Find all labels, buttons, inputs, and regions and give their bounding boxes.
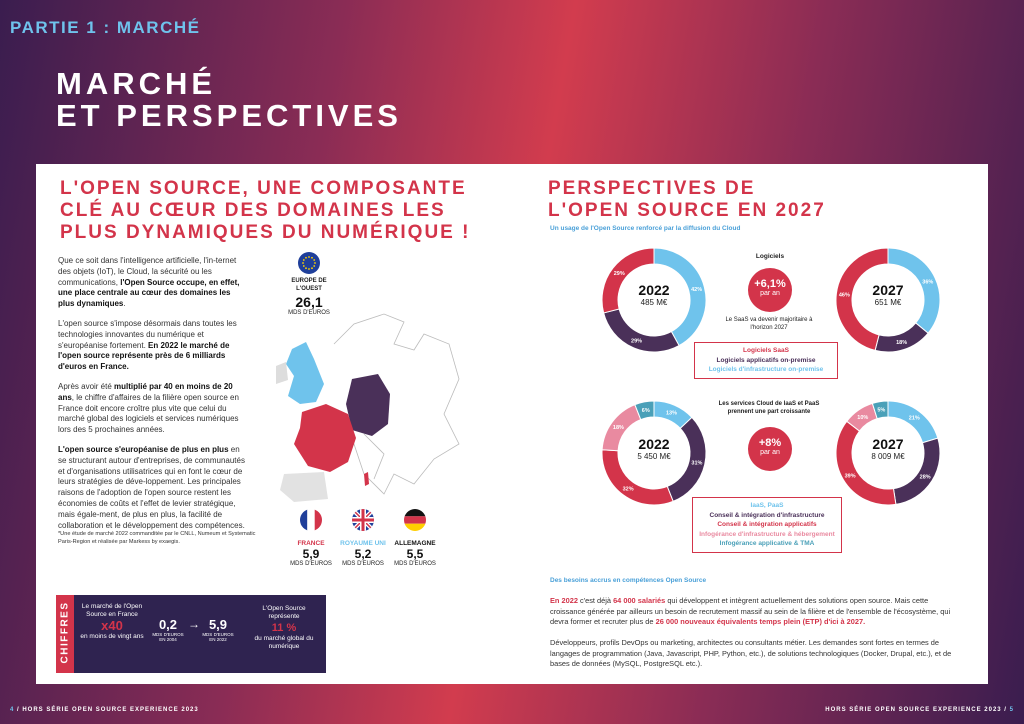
country-name: ALLEMAGNE	[394, 540, 436, 547]
map-uk	[286, 342, 324, 404]
text: , le chiffre d'affaires de la filière open source en France doit encore croître plus vite que celui du marché global des logiciels et services numériques lors des 5 prochaines années.	[58, 392, 239, 435]
legend-item: Conseil & intégration d'infrastructure	[709, 511, 825, 519]
map-france	[294, 404, 356, 472]
uk-flag-icon	[352, 509, 374, 531]
key-figures-box	[56, 595, 326, 673]
europe-label: EUROPE DE L'OUEST	[291, 278, 327, 292]
skills-paragraph-2: Développeurs, profils DevOps ou marketing, architectes ou consultants métier. Les demandes sont fortes en termes de langages de programmation (Java, Javascript, PHP, Python, etc.), de solutions technologiques (Docker, Drupal, etc.), et de bases de données (MySQL, PostgreSQL etc.).	[550, 638, 952, 668]
text: qui développent et intègrent actuellement des solutions open source. Mais cette croissance générée par ailleurs un besoin de recrutement massif au sein de la filière et de l'ensemble de l'écosystème, qui devra former et recruter plus de	[550, 596, 951, 626]
text: L'Open Source représente	[262, 605, 306, 620]
legend-item: Logiciels SaaS	[743, 347, 789, 354]
left-section-title	[60, 178, 470, 244]
growth-sub: par an	[760, 290, 780, 297]
donut-slice	[836, 421, 896, 505]
footer-left	[10, 707, 199, 713]
text-bold: En 2022 le marché de l'open source représente près de 6 milliards d'euros en France.	[58, 340, 230, 372]
donut-slice-label: 31%	[691, 460, 703, 467]
country-france	[286, 540, 336, 567]
text: du marché global du numérique	[254, 635, 314, 650]
donut-slice	[875, 323, 928, 352]
text: L'open source s'impose désormais dans toutes les technologies innovantes du numérique et s'européanise fortement.	[58, 318, 237, 350]
donut-slice-label: 29%	[613, 271, 625, 278]
year: 2027	[872, 436, 904, 452]
donut1-left-center	[618, 282, 690, 307]
page-title-line1: MARCHÉ	[56, 66, 217, 101]
france-flag-icon	[300, 509, 322, 531]
figure-2004	[146, 617, 190, 642]
year: EN 2004	[159, 637, 177, 642]
amount: 485 M€	[640, 298, 668, 307]
eu-flag-icon	[298, 252, 320, 274]
donut-slice-label: 13%	[665, 410, 677, 417]
donut-slice-label: 5%	[877, 407, 886, 414]
text: Après avoir été	[58, 381, 115, 391]
key-figures-tab-label: CHIFFRES	[59, 601, 71, 664]
donut2-left-center	[618, 436, 690, 461]
donut1-right-center	[852, 282, 924, 307]
country-value: 5,9	[302, 547, 320, 561]
country-unit: MDS D'EUROS	[342, 561, 384, 567]
text: .	[123, 299, 126, 309]
donut2-right-center	[852, 436, 924, 461]
year: 2027	[872, 282, 904, 298]
country-value: 5,5	[406, 547, 424, 561]
growth-bubble-1	[748, 268, 792, 312]
left-title-line2: CLÉ AU CŒUR DES DOMAINES LES	[60, 200, 446, 221]
legend-services	[692, 497, 842, 553]
text-bold: multiplié par 40 en moins de 20 ans	[58, 381, 233, 402]
donut-slice-label: 10%	[857, 414, 869, 421]
value: 5,9	[208, 617, 228, 632]
legend-item: IaaS, PaaS	[750, 502, 784, 509]
footnote: *Une étude de marché 2022 commanditée par le CNLL, Numeum et Systematic Paris-Region et réalisée par Markess by exaegis.	[58, 531, 256, 545]
country-name: ROYAUME UNI	[340, 540, 386, 547]
page-number: 5	[1009, 707, 1014, 713]
donut-slice-label: 18%	[896, 339, 908, 346]
section-label: PARTIE 1 : MARCHÉ	[10, 18, 201, 37]
legend-item: Infogérance d'infrastructure & hébergement	[699, 530, 835, 538]
country-unit: MDS D'EUROS	[290, 561, 332, 567]
right-section-title	[548, 178, 826, 222]
chart1-label: Logiciels	[755, 253, 785, 260]
text: c'est déjà	[577, 596, 614, 605]
subtitle-skills: Des besoins accrus en compétences Open Source	[550, 577, 707, 584]
footer-text: HORS SÉRIE OPEN SOURCE EXPERIENCE 2023 /	[825, 707, 1010, 713]
germany-flag-icon	[404, 509, 426, 531]
donut-slice-label: 46%	[838, 292, 850, 299]
donut-slice-label: 18%	[612, 425, 624, 432]
donut-slice-label: 6%	[641, 407, 650, 414]
donut-slice-label: 29%	[631, 338, 643, 345]
text: Le marché de l'Open Source en France	[81, 603, 143, 618]
donut-slice-label: 32%	[622, 486, 634, 493]
country-name: FRANCE	[297, 540, 325, 547]
text: Que ce soit dans l'intelligence artificielle, l'in-ternet des objets (IoT), le Cloud, la sécurité ou les communications,	[58, 256, 237, 287]
figure-x40	[80, 603, 144, 641]
figure-11pct	[248, 605, 320, 651]
chart2-label: Les services Cloud de IaaS et PaaS prennent une part croissante	[718, 401, 820, 415]
text-highlight: x40	[101, 618, 123, 633]
legend-item: Conseil & intégration applicatifs	[717, 521, 817, 528]
donut-slice-label: 21%	[908, 415, 920, 422]
growth-bubble-2	[748, 427, 792, 471]
figure-2022	[196, 617, 240, 642]
text-bold: 26 000 nouveaux équivalents temps plein (ETP) d'ici à 2027.	[655, 617, 866, 626]
text: en moins de vingt ans	[80, 633, 144, 640]
paragraph-2	[58, 319, 248, 373]
legend-item: Logiciels d'infrastructure on-premise	[708, 366, 824, 373]
growth-sub: par an	[760, 449, 780, 456]
year: 2022	[638, 282, 670, 298]
skills-paragraph-1	[550, 596, 960, 628]
legend-item: Logiciels applicatifs on-premise	[716, 356, 816, 364]
amount: 5 450 M€	[637, 452, 671, 461]
map-ireland	[276, 362, 288, 384]
growth-value: +8%	[758, 437, 782, 449]
legend-software	[694, 342, 838, 379]
unit: MDS D'EUROS	[152, 632, 184, 637]
right-title-line2: L'OPEN SOURCE EN 2027	[548, 200, 826, 221]
chart1-note: Le SaaS va devenir majoritaire à l'horizon 2027	[725, 317, 813, 331]
page-number: 4	[10, 707, 15, 713]
left-title-line3: PLUS DYNAMIQUES DU NUMÉRIQUE !	[60, 222, 471, 243]
donut-slice-label: 42%	[691, 287, 703, 294]
paragraph-3	[58, 382, 248, 436]
donut-slice-label: 28%	[919, 474, 931, 481]
text-bold: En 2022	[550, 596, 578, 605]
key-figures-tab	[56, 595, 74, 673]
text-bold: L'open source s'européanise de plus en plus	[58, 444, 229, 454]
europe-unit: MDS D'EUROS	[288, 310, 330, 316]
arrow-right-icon: →	[188, 617, 200, 631]
donut-slice-label: 39%	[844, 473, 856, 480]
donut-slice	[604, 309, 679, 352]
page-title-line2: ET PERSPECTIVES	[56, 98, 402, 133]
right-title-line1: PERSPECTIVES DE	[548, 178, 756, 199]
donut-slice-label: 36%	[922, 279, 934, 286]
value: 0,2	[158, 617, 178, 632]
text-highlight: 11 %	[271, 622, 297, 634]
growth-value: +6,1%	[754, 278, 786, 290]
map-germany	[346, 374, 390, 436]
unit: MDS D'EUROS	[202, 632, 234, 637]
year: 2022	[638, 436, 670, 452]
country-unit: MDS D'EUROS	[394, 561, 436, 567]
amount: 651 M€	[874, 298, 902, 307]
left-body	[58, 256, 248, 531]
paragraph-1	[58, 256, 248, 310]
text: en se structurant autour d'entreprises, de communautés et d'organisations utilisatrices qui en font le cœur de leurs stratégies de déve-loppement. Les principales raisons de l'adoption de l'open source restent les économies de coûts et l'effet de levier stratégique, mais égale-ment, de plus en plus, la facilité de collaboration et le développement des compétences.	[58, 444, 245, 530]
text-bold: l'Open Source occupe, en effet, une place centrale au cœur des domaines les plus dynamiques	[58, 277, 240, 309]
map-iberia	[280, 472, 328, 502]
footer-text: / HORS SÉRIE OPEN SOURCE EXPERIENCE 2023	[14, 707, 199, 713]
subtitle-cloud: Un usage de l'Open Source renforcé par la diffusion du Cloud	[550, 225, 741, 232]
text-bold: 64 000 salariés	[613, 596, 666, 605]
country-uk	[336, 540, 390, 567]
country-germany	[390, 540, 440, 567]
europe-value: 26,1	[295, 294, 323, 310]
paragraph-4	[58, 445, 248, 531]
amount: 8 009 M€	[871, 452, 905, 461]
country-value: 5,2	[354, 547, 372, 561]
europe-map	[264, 304, 464, 504]
left-title-line1: L'OPEN SOURCE, UNE COMPOSANTE	[60, 178, 467, 199]
map-corsica	[364, 472, 369, 486]
legend-item: Infogérance applicative & TMA	[719, 540, 815, 547]
footer-right	[825, 707, 1014, 713]
year: EN 2022	[209, 637, 227, 642]
